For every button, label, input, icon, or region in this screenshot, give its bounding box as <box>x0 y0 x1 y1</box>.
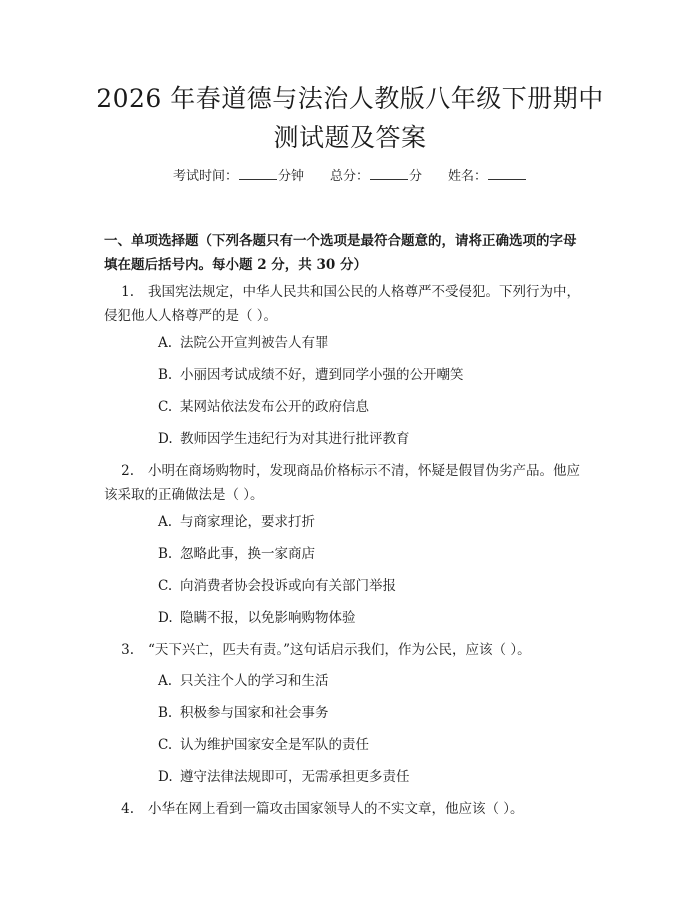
name-label: 姓名： <box>448 169 488 184</box>
question-3-option-a <box>158 669 329 693</box>
score-unit: 分 <box>409 169 423 184</box>
option-letter: B. <box>158 546 173 562</box>
question-1-option-a <box>158 331 329 355</box>
option-letter: B. <box>158 705 173 721</box>
question-1-option-d <box>158 427 410 451</box>
question-1-option-c <box>158 395 369 419</box>
option-text: 积极参与国家和社会事务 <box>180 705 329 721</box>
question-2-option-d <box>158 606 356 630</box>
option-text: 隐瞒不报，以免影响购物体验 <box>180 610 356 626</box>
question-3-option-c <box>158 733 369 757</box>
option-text: 向消费者协会投诉或向有关部门举报 <box>180 578 396 594</box>
question-2-option-b <box>158 542 315 566</box>
option-letter: B. <box>158 367 173 383</box>
question-text: 小明在商场购物时，发现商品价格标示不清，怀疑是假冒伪劣产品。他应 <box>148 463 580 479</box>
question-3-stem <box>104 638 604 662</box>
option-letter: C. <box>158 737 173 753</box>
question-2-option-a <box>158 510 315 534</box>
question-number: 3. <box>121 642 134 658</box>
option-letter: D. <box>158 769 173 785</box>
question-3-option-b <box>158 701 329 725</box>
section-heading-line2: 填在题后括号内。每小题 2 分，共 30 分） <box>104 257 367 273</box>
question-text: 小华在网上看到一篇攻击国家领导人的不实文章，他应该（ ）。 <box>148 801 524 817</box>
option-text: 法院公开宣判被告人有罪 <box>180 335 329 351</box>
question-1-stem-cont: 侵犯他人人格尊严的是（ ）。 <box>104 308 278 324</box>
option-letter: C. <box>158 399 173 415</box>
time-label: 考试时间： <box>172 169 238 184</box>
option-text: 与商家理论，要求打折 <box>180 514 315 530</box>
option-text: 某网站依法发布公开的政府信息 <box>180 399 369 415</box>
question-number: 4. <box>121 801 134 817</box>
question-number: 1. <box>121 284 134 300</box>
score-blank <box>370 167 408 180</box>
time-blank <box>239 167 277 180</box>
document-title-line1: 2026 年春道德与法治人教版八年级下册期中 <box>96 84 604 113</box>
question-2-stem-cont: 该采取的正确做法是（ ）。 <box>104 487 264 503</box>
option-text: 认为维护国家安全是军队的责任 <box>180 737 369 753</box>
option-letter: D. <box>158 610 173 626</box>
option-text: 教师因学生违纪行为对其进行批评教育 <box>180 431 410 447</box>
option-letter: D. <box>158 431 173 447</box>
option-letter: A. <box>158 673 173 689</box>
option-letter: C. <box>158 578 173 594</box>
score-label: 总分： <box>329 169 369 184</box>
question-2-stem <box>104 459 604 483</box>
option-text: 忽略此事，换一家商店 <box>180 546 315 562</box>
document-title-line2: 测试题及答案 <box>273 123 427 152</box>
question-3-option-d <box>158 765 410 789</box>
option-text: 只关注个人的学习和生活 <box>180 673 329 689</box>
question-4-stem <box>104 797 604 821</box>
name-blank <box>488 167 526 180</box>
option-text: 小丽因考试成绩不好，遭到同学小强的公开嘲笑 <box>180 367 464 383</box>
option-letter: A. <box>158 335 173 351</box>
option-text: 遵守法律法规即可，无需承担更多责任 <box>180 769 410 785</box>
time-unit: 分钟 <box>277 169 304 184</box>
question-text: “天下兴亡，匹夫有责。”这句话启示我们，作为公民，应该（ ）。 <box>148 642 531 658</box>
question-text: 我国宪法规定，中华人民共和国公民的人格尊严不受侵犯。下列行为中， <box>148 284 580 300</box>
question-2-option-c <box>158 574 396 598</box>
section-heading-line1: 一、单项选择题（下列各题只有一个选项是最符合题意的，请将正确选项的字母 <box>104 233 577 249</box>
exam-meta <box>0 167 700 187</box>
question-1-stem <box>104 280 604 304</box>
option-letter: A. <box>158 514 173 530</box>
question-number: 2. <box>121 463 134 479</box>
question-1-option-b <box>158 363 464 387</box>
